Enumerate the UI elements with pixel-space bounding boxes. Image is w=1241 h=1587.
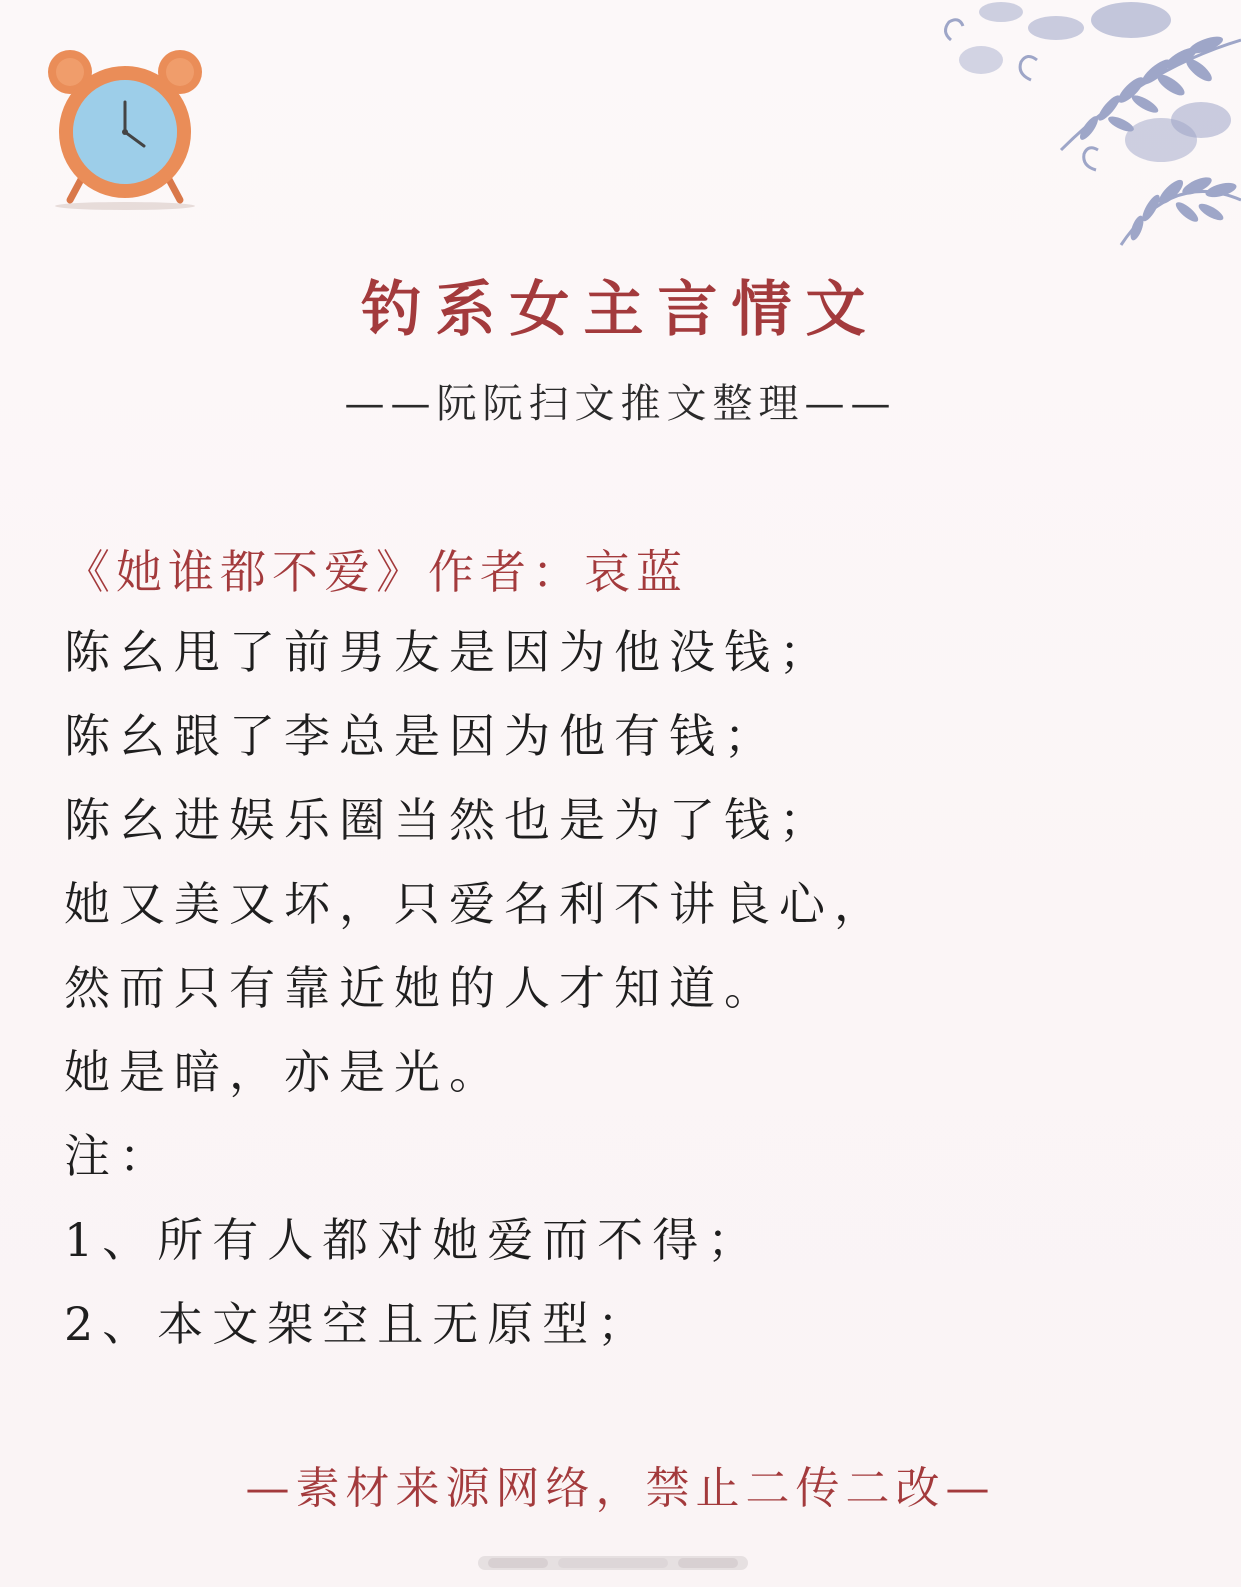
description-line: 陈幺甩了前男友是因为他没钱； (64, 625, 834, 679)
page-subtitle: ——阮阮扫文推文整理—— (344, 381, 897, 427)
description-line: 然而只有靠近她的人才知道。 (64, 961, 779, 1015)
description-line: 陈幺跟了李总是因为他有钱； (64, 709, 779, 763)
page-title: 钓系女主言情文 (361, 275, 880, 345)
floral-decoration (701, 0, 1241, 260)
book-title-line: 《她谁都不爱》作者：哀蓝 (64, 545, 688, 599)
note-label: 注： (64, 1129, 174, 1183)
note-item: 1、所有人都对她爱而不得； (64, 1213, 763, 1267)
description-line: 她又美又坏，只爱名利不讲良心， (64, 877, 889, 931)
note-item: 2、本文架空且无原型； (64, 1297, 653, 1351)
alarm-clock-icon (40, 42, 210, 212)
watermark (478, 1552, 748, 1574)
footer-notice: —素材来源网络，禁止二传二改— (245, 1463, 996, 1514)
book-description (64, 622, 1184, 1378)
description-line: 陈幺进娱乐圈当然也是为了钱； (64, 793, 834, 847)
description-line: 她是暗，亦是光。 (64, 1045, 504, 1099)
